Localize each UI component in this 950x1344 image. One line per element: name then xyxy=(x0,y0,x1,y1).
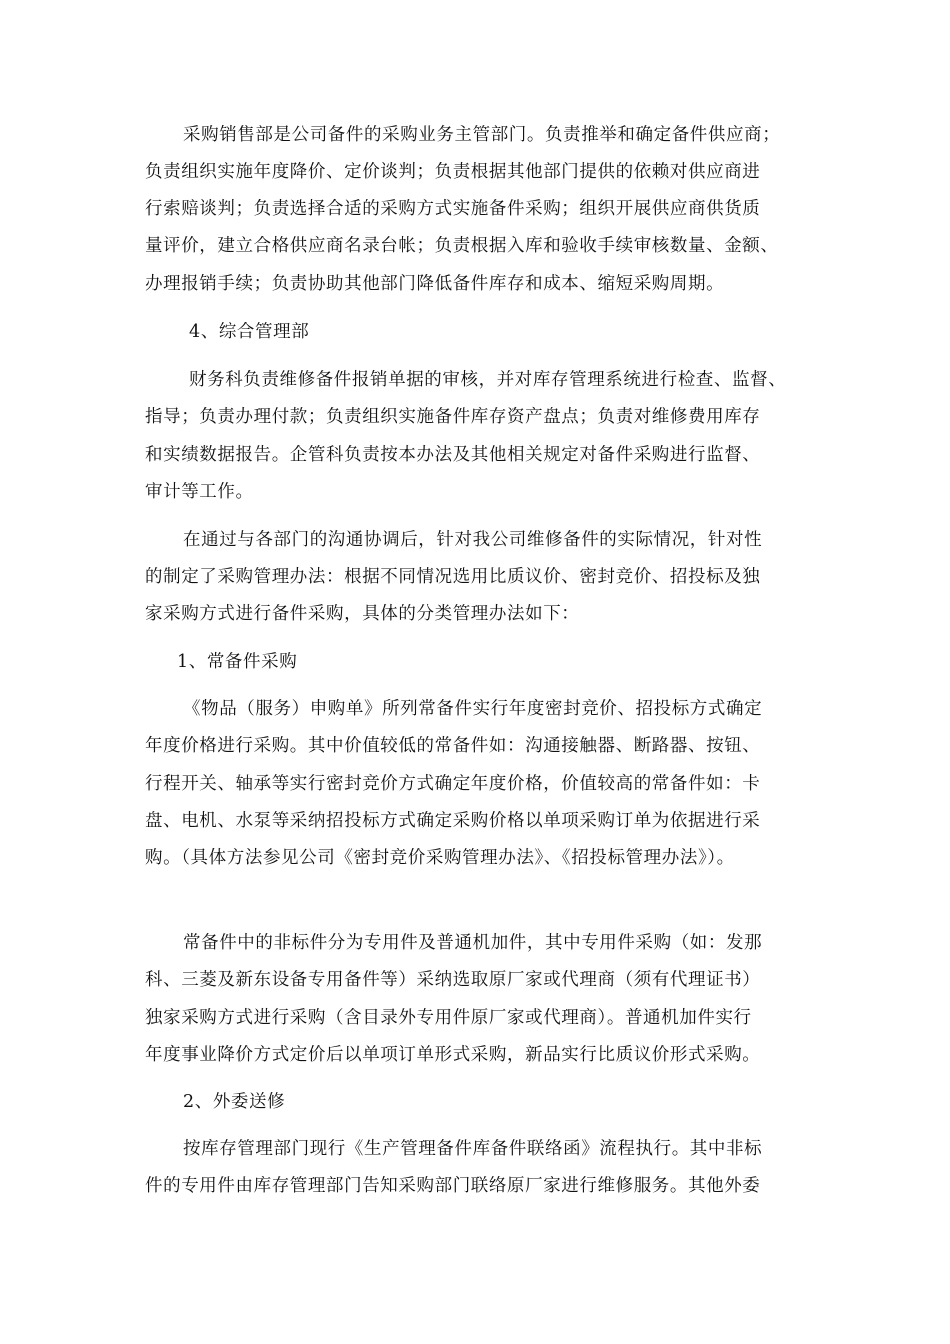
section-heading: 2、外委送修 xyxy=(183,1092,286,1112)
paragraph-line: 和实绩数据报告。企管科负责按本办法及其他相关规定对备件采购进行监督、 xyxy=(145,445,761,465)
paragraph-line: 行索赔谈判；负责选择合适的采购方式实施备件采购；组织开展供应商供货质 xyxy=(145,199,761,219)
section-heading: 4、综合管理部 xyxy=(189,322,310,342)
paragraph-line: 办理报销手续；负责协助其他部门降低备件库存和成本、缩短采购周期。 xyxy=(145,274,725,294)
paragraph-line: 家采购方式进行备件采购，具体的分类管理办法如下： xyxy=(145,604,580,624)
paragraph-line: 《物品（服务）申购单》所列常备件实行年度密封竞价、招投标方式确定 xyxy=(183,699,763,719)
paragraph-line: 科、三菱及新东设备专用备件等）采纳选取原厂家或代理商（须有代理证书） xyxy=(145,970,761,990)
paragraph-line: 财务科负责维修备件报销单据的审核，并对库存管理系统进行检查、监督、 xyxy=(189,370,787,390)
paragraph-line: 负责组织实施年度降价、定价谈判；负责根据其他部门提供的依赖对供应商进 xyxy=(145,162,761,182)
paragraph-line: 年度价格进行采购。其中价值较低的常备件如：沟通接触器、断路器、按钮、 xyxy=(145,736,761,756)
paragraph-line: 的制定了采购管理办法：根据不同情况选用比质议价、密封竞价、招投标及独 xyxy=(145,567,761,587)
paragraph-line: 指导；负责办理付款；负责组织实施备件库存资产盘点；负责对维修费用库存 xyxy=(145,407,761,427)
paragraph-line: 按库存管理部门现行《生产管理备件库备件联络函》流程执行。其中非标 xyxy=(183,1139,763,1159)
paragraph-line: 采购销售部是公司备件的采购业务主管部门。负责推举和确定备件供应商； xyxy=(183,125,781,145)
paragraph-line: 件的专用件由库存管理部门告知采购部门联络原厂家进行维修服务。其他外委 xyxy=(145,1176,761,1196)
paragraph-line: 在通过与各部门的沟通协调后，针对我公司维修备件的实际情况，针对性 xyxy=(183,530,763,550)
paragraph-line: 盘、电机、水泵等采纳招投标方式确定采购价格以单项采购订单为依据进行采 xyxy=(145,811,761,831)
paragraph-line: 审计等工作。 xyxy=(145,482,254,502)
paragraph-line: 购。（具体方法参见公司《密封竞价采购管理办法》、《招投标管理办法》）。 xyxy=(145,848,735,868)
section-heading: 1、常备件采购 xyxy=(177,652,298,672)
paragraph-line: 常备件中的非标件分为专用件及普通机加件，其中专用件采购（如：发那 xyxy=(183,933,763,953)
paragraph-line: 行程开关、轴承等实行密封竞价方式确定年度价格，价值较高的常备件如：卡 xyxy=(145,774,761,794)
paragraph-line: 独家采购方式进行采购（含目录外专用件原厂家或代理商）。普通机加件实行 xyxy=(145,1008,752,1028)
paragraph-line: 年度事业降价方式定价后以单项订单形式采购，新品实行比质议价形式采购。 xyxy=(145,1045,761,1065)
paragraph-line: 量评价，建立合格供应商名录台帐；负责根据入库和验收手续审核数量、金额、 xyxy=(145,236,779,256)
